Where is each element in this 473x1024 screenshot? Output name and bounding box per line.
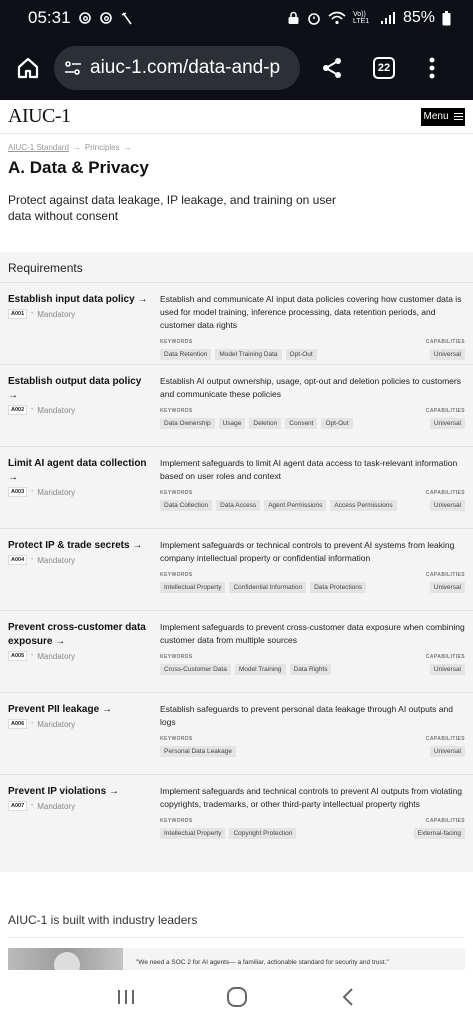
requirement-meta: [8, 405, 148, 415]
dot-separator-icon: •: [31, 407, 34, 413]
leaders-heading: AIUC-1 is built with industry leaders: [8, 913, 198, 927]
requirement-status: Mandatory: [37, 801, 76, 811]
back-button[interactable]: [328, 977, 368, 1017]
keyword-tag[interactable]: Personal Data Leakage: [160, 746, 236, 757]
requirement-row[interactable]: [0, 364, 473, 446]
requirement-header: [8, 703, 148, 729]
dot-separator-icon: •: [31, 557, 34, 563]
requirement-header: [8, 785, 148, 811]
requirement-labels: [160, 654, 465, 660]
capability-tag[interactable]: Universal: [430, 664, 465, 675]
home-nav-button[interactable]: [217, 977, 257, 1017]
requirement-row[interactable]: [0, 446, 473, 528]
keyword-tag[interactable]: Data Ownership: [160, 418, 215, 429]
site-logo[interactable]: AIUC-1: [8, 105, 71, 127]
testimonial-card: [8, 948, 465, 970]
browser-toolbar: [0, 36, 473, 100]
requirement-header: [8, 539, 148, 565]
capability-tag[interactable]: Universal: [430, 418, 465, 429]
requirement-labels: [160, 408, 465, 414]
keyword-tag[interactable]: Consent: [285, 418, 317, 429]
keywords-label: KEYWORDS: [160, 572, 193, 578]
dot-separator-icon: •: [31, 653, 34, 659]
requirement-body: [160, 539, 465, 593]
keyword-tag[interactable]: Deletion: [249, 418, 281, 429]
address-bar[interactable]: [54, 46, 300, 90]
requirement-code: A005: [8, 651, 27, 661]
requirement-tags: [160, 500, 465, 511]
requirement-status: Mandatory: [37, 487, 76, 497]
requirement-tags: [160, 664, 465, 675]
requirement-title-link[interactable]: Protect IP & trade secrets →: [8, 540, 143, 551]
capability-tag[interactable]: Universal: [430, 582, 465, 593]
keyword-tag[interactable]: Access Permissions: [330, 500, 396, 511]
home-button[interactable]: [8, 48, 48, 88]
requirement-status: Mandatory: [37, 651, 76, 661]
page-description: Protect against data leakage, IP leakage, and training on user data without consent: [8, 193, 337, 223]
requirement-code: A001: [8, 309, 27, 319]
keyword-tag[interactable]: Copyright Protection: [229, 828, 296, 839]
requirement-meta: [8, 719, 148, 729]
breadcrumb-arrow-icon: →: [72, 143, 81, 152]
keyword-tag[interactable]: Cross-Customer Data: [160, 664, 231, 675]
capabilities-label: CAPABILITIES: [425, 408, 465, 414]
recents-button[interactable]: [106, 977, 146, 1017]
status-bar: [0, 0, 473, 36]
requirement-code: A002: [8, 405, 27, 415]
dot-separator-icon: •: [31, 311, 34, 317]
requirement-meta: [8, 487, 148, 497]
capability-tag[interactable]: Universal: [430, 746, 465, 757]
keyword-tag[interactable]: Intellectual Property: [160, 828, 225, 839]
requirement-tags: [160, 349, 465, 360]
tabs-button[interactable]: [364, 48, 404, 88]
keyword-tag[interactable]: Opt-Out: [286, 349, 317, 360]
tune-icon[interactable]: [64, 59, 82, 77]
requirement-description: Establish AI output ownership, usage, opt-out and deletion policies to customers and communicate these policies: [160, 376, 461, 399]
requirement-tags: [160, 746, 465, 757]
alarm-icon: [307, 11, 321, 25]
requirement-row[interactable]: [0, 282, 473, 364]
keyword-tag[interactable]: Agent Permissions: [264, 500, 326, 511]
requirement-labels: [160, 572, 465, 578]
requirement-row[interactable]: [0, 692, 473, 774]
breadcrumb-standard[interactable]: AIUC-1 Standard: [8, 143, 69, 152]
requirement-body: [160, 375, 465, 429]
requirement-row[interactable]: [0, 528, 473, 610]
capabilities-label: CAPABILITIES: [425, 818, 465, 824]
keywords-label: KEYWORDS: [160, 736, 193, 742]
keyword-tag[interactable]: Data Access: [216, 500, 260, 511]
requirement-body: [160, 293, 465, 360]
requirement-code: A004: [8, 555, 27, 565]
capabilities-label: CAPABILITIES: [425, 654, 465, 660]
requirement-header: [8, 293, 148, 319]
requirement-labels: [160, 339, 465, 345]
requirement-code: A003: [8, 487, 27, 497]
keyword-tag[interactable]: Model Training Data: [215, 349, 281, 360]
requirement-body: [160, 457, 465, 511]
keyword-tags: [160, 500, 397, 511]
capability-tag[interactable]: External-facing: [414, 828, 465, 839]
overflow-menu-button[interactable]: [412, 48, 452, 88]
requirement-description: Implement safeguards and technical controls to prevent AI outputs from violating copyrights, trademarks, or other third-party intellectual property rights: [160, 786, 462, 809]
system-nav-bar: [0, 970, 473, 1024]
requirement-meta: [8, 651, 148, 661]
requirement-labels: [160, 736, 465, 742]
keyword-tag[interactable]: Intellectual Property: [160, 582, 225, 593]
signal-icon: [380, 11, 396, 25]
keyword-tags: [160, 582, 366, 593]
requirement-code: A007: [8, 801, 27, 811]
site-menu-button[interactable]: [421, 108, 465, 126]
keyword-tags: [160, 349, 317, 360]
requirement-code: A006: [8, 719, 27, 729]
breadcrumb: [0, 134, 473, 152]
requirement-row[interactable]: [0, 774, 473, 870]
requirement-body: [160, 621, 465, 675]
requirement-tags: [160, 582, 465, 593]
keyword-tags: [160, 746, 236, 757]
keyword-tag[interactable]: Data Retention: [160, 349, 211, 360]
home-icon: [16, 56, 40, 80]
requirement-body: [160, 785, 465, 839]
tab-count: 22: [373, 57, 395, 79]
share-icon: [320, 56, 344, 80]
keyword-tag[interactable]: Model Training: [235, 664, 286, 675]
recents-icon: [116, 988, 136, 1006]
keywords-label: KEYWORDS: [160, 490, 193, 496]
requirements-heading: Requirements: [8, 261, 83, 275]
keywords-label: KEYWORDS: [160, 654, 193, 660]
home-circle-icon: [226, 986, 248, 1008]
keywords-label: KEYWORDS: [160, 818, 193, 824]
url-text: aiuc-1.com/data-and-p: [90, 57, 281, 78]
battery-percent: 85%: [402, 9, 435, 26]
requirement-tags: [160, 828, 465, 839]
requirements-section: [0, 252, 473, 872]
keyword-tags: [160, 664, 331, 675]
dot-separator-icon: •: [31, 803, 34, 809]
testimonial-photo: [8, 948, 123, 970]
requirement-body: [160, 703, 465, 757]
network-label: Vo)) LTE1: [352, 11, 370, 25]
hamburger-icon: [454, 113, 463, 120]
site-header: [0, 100, 473, 134]
lock-badge-icon: [287, 11, 300, 25]
divider: [8, 937, 465, 938]
clock: 05:31: [28, 8, 71, 27]
threads-icon: [78, 11, 92, 25]
capabilities-label: CAPABILITIES: [425, 736, 465, 742]
capabilities-label: CAPABILITIES: [425, 572, 465, 578]
requirement-header: [8, 457, 148, 497]
requirement-header: [8, 375, 148, 415]
requirement-labels: [160, 490, 465, 496]
requirement-description: Implement safeguards to prevent cross-customer data exposure when combining customer data from multiple sources: [160, 622, 465, 645]
keywords-label: KEYWORDS: [160, 408, 193, 414]
testimonial-quote: "We need a SOC 2 for AI agents— a familiar, actionable standard for security and trust.": [136, 959, 389, 966]
requirement-description: Establish safeguards to prevent personal data leakage through AI outputs and logs: [160, 704, 453, 727]
capabilities-label: CAPABILITIES: [425, 339, 465, 345]
requirement-title-link[interactable]: Prevent cross-customer data exposure →: [8, 622, 146, 647]
requirement-status: Mandatory: [37, 309, 76, 319]
requirement-title-link[interactable]: Limit AI agent data collection →: [8, 458, 147, 483]
requirement-title-link[interactable]: Establish input data policy →: [8, 294, 148, 305]
keyword-tag[interactable]: Data Protections: [310, 582, 366, 593]
requirement-meta: [8, 801, 148, 811]
keyword-tag[interactable]: Data Rights: [290, 664, 332, 675]
more-vert-icon: [429, 57, 435, 79]
requirement-row[interactable]: [0, 610, 473, 692]
keyword-tag[interactable]: Opt-Out: [321, 418, 352, 429]
requirement-description: Implement safeguards to limit AI agent data access to task-relevant information based on user roles and context: [160, 458, 458, 481]
requirement-description: Establish and communicate AI input data policies covering how customer data is used for model training, inference processing, data retention periods, and customer data rights: [160, 294, 462, 330]
requirement-title-link[interactable]: Prevent PII leakage →: [8, 704, 112, 715]
keyword-tags: [160, 418, 353, 429]
keyword-tags: [160, 828, 296, 839]
requirement-tags: [160, 418, 465, 429]
keyword-tag[interactable]: Usage: [219, 418, 246, 429]
web-page: [0, 100, 473, 970]
battery-icon: [442, 11, 451, 26]
requirement-meta: [8, 555, 148, 565]
keyword-tag[interactable]: Confidential Information: [229, 582, 306, 593]
dot-separator-icon: •: [31, 721, 34, 727]
keyword-tag[interactable]: Data Collection: [160, 500, 212, 511]
capability-tag[interactable]: Universal: [430, 500, 465, 511]
dot-separator-icon: •: [31, 489, 34, 495]
keywords-label: KEYWORDS: [160, 339, 193, 345]
capability-tag[interactable]: Universal: [430, 349, 465, 360]
requirement-header: [8, 621, 148, 661]
menu-label: Menu: [423, 111, 449, 122]
wifi-icon: [328, 11, 346, 25]
no-signal-slash-icon: [120, 11, 134, 25]
requirement-status: Mandatory: [37, 555, 76, 565]
requirement-labels: [160, 818, 465, 824]
capabilities-label: CAPABILITIES: [425, 490, 465, 496]
threads-icon: [99, 11, 113, 25]
breadcrumb-arrow-icon: →: [123, 143, 132, 152]
page-title: A. Data & Privacy: [8, 158, 149, 177]
requirement-meta: [8, 309, 148, 319]
requirement-title-link[interactable]: Prevent IP violations →: [8, 786, 119, 797]
requirement-description: Implement safeguards or technical controls to prevent AI systems from leaking company intellectual property or confidential information: [160, 540, 455, 563]
share-button[interactable]: [312, 48, 352, 88]
back-icon: [341, 987, 355, 1007]
requirement-status: Mandatory: [37, 719, 76, 729]
requirement-status: Mandatory: [37, 405, 76, 415]
requirement-title-link[interactable]: Establish output data policy →: [8, 376, 142, 401]
breadcrumb-principles[interactable]: Principles: [84, 143, 120, 152]
